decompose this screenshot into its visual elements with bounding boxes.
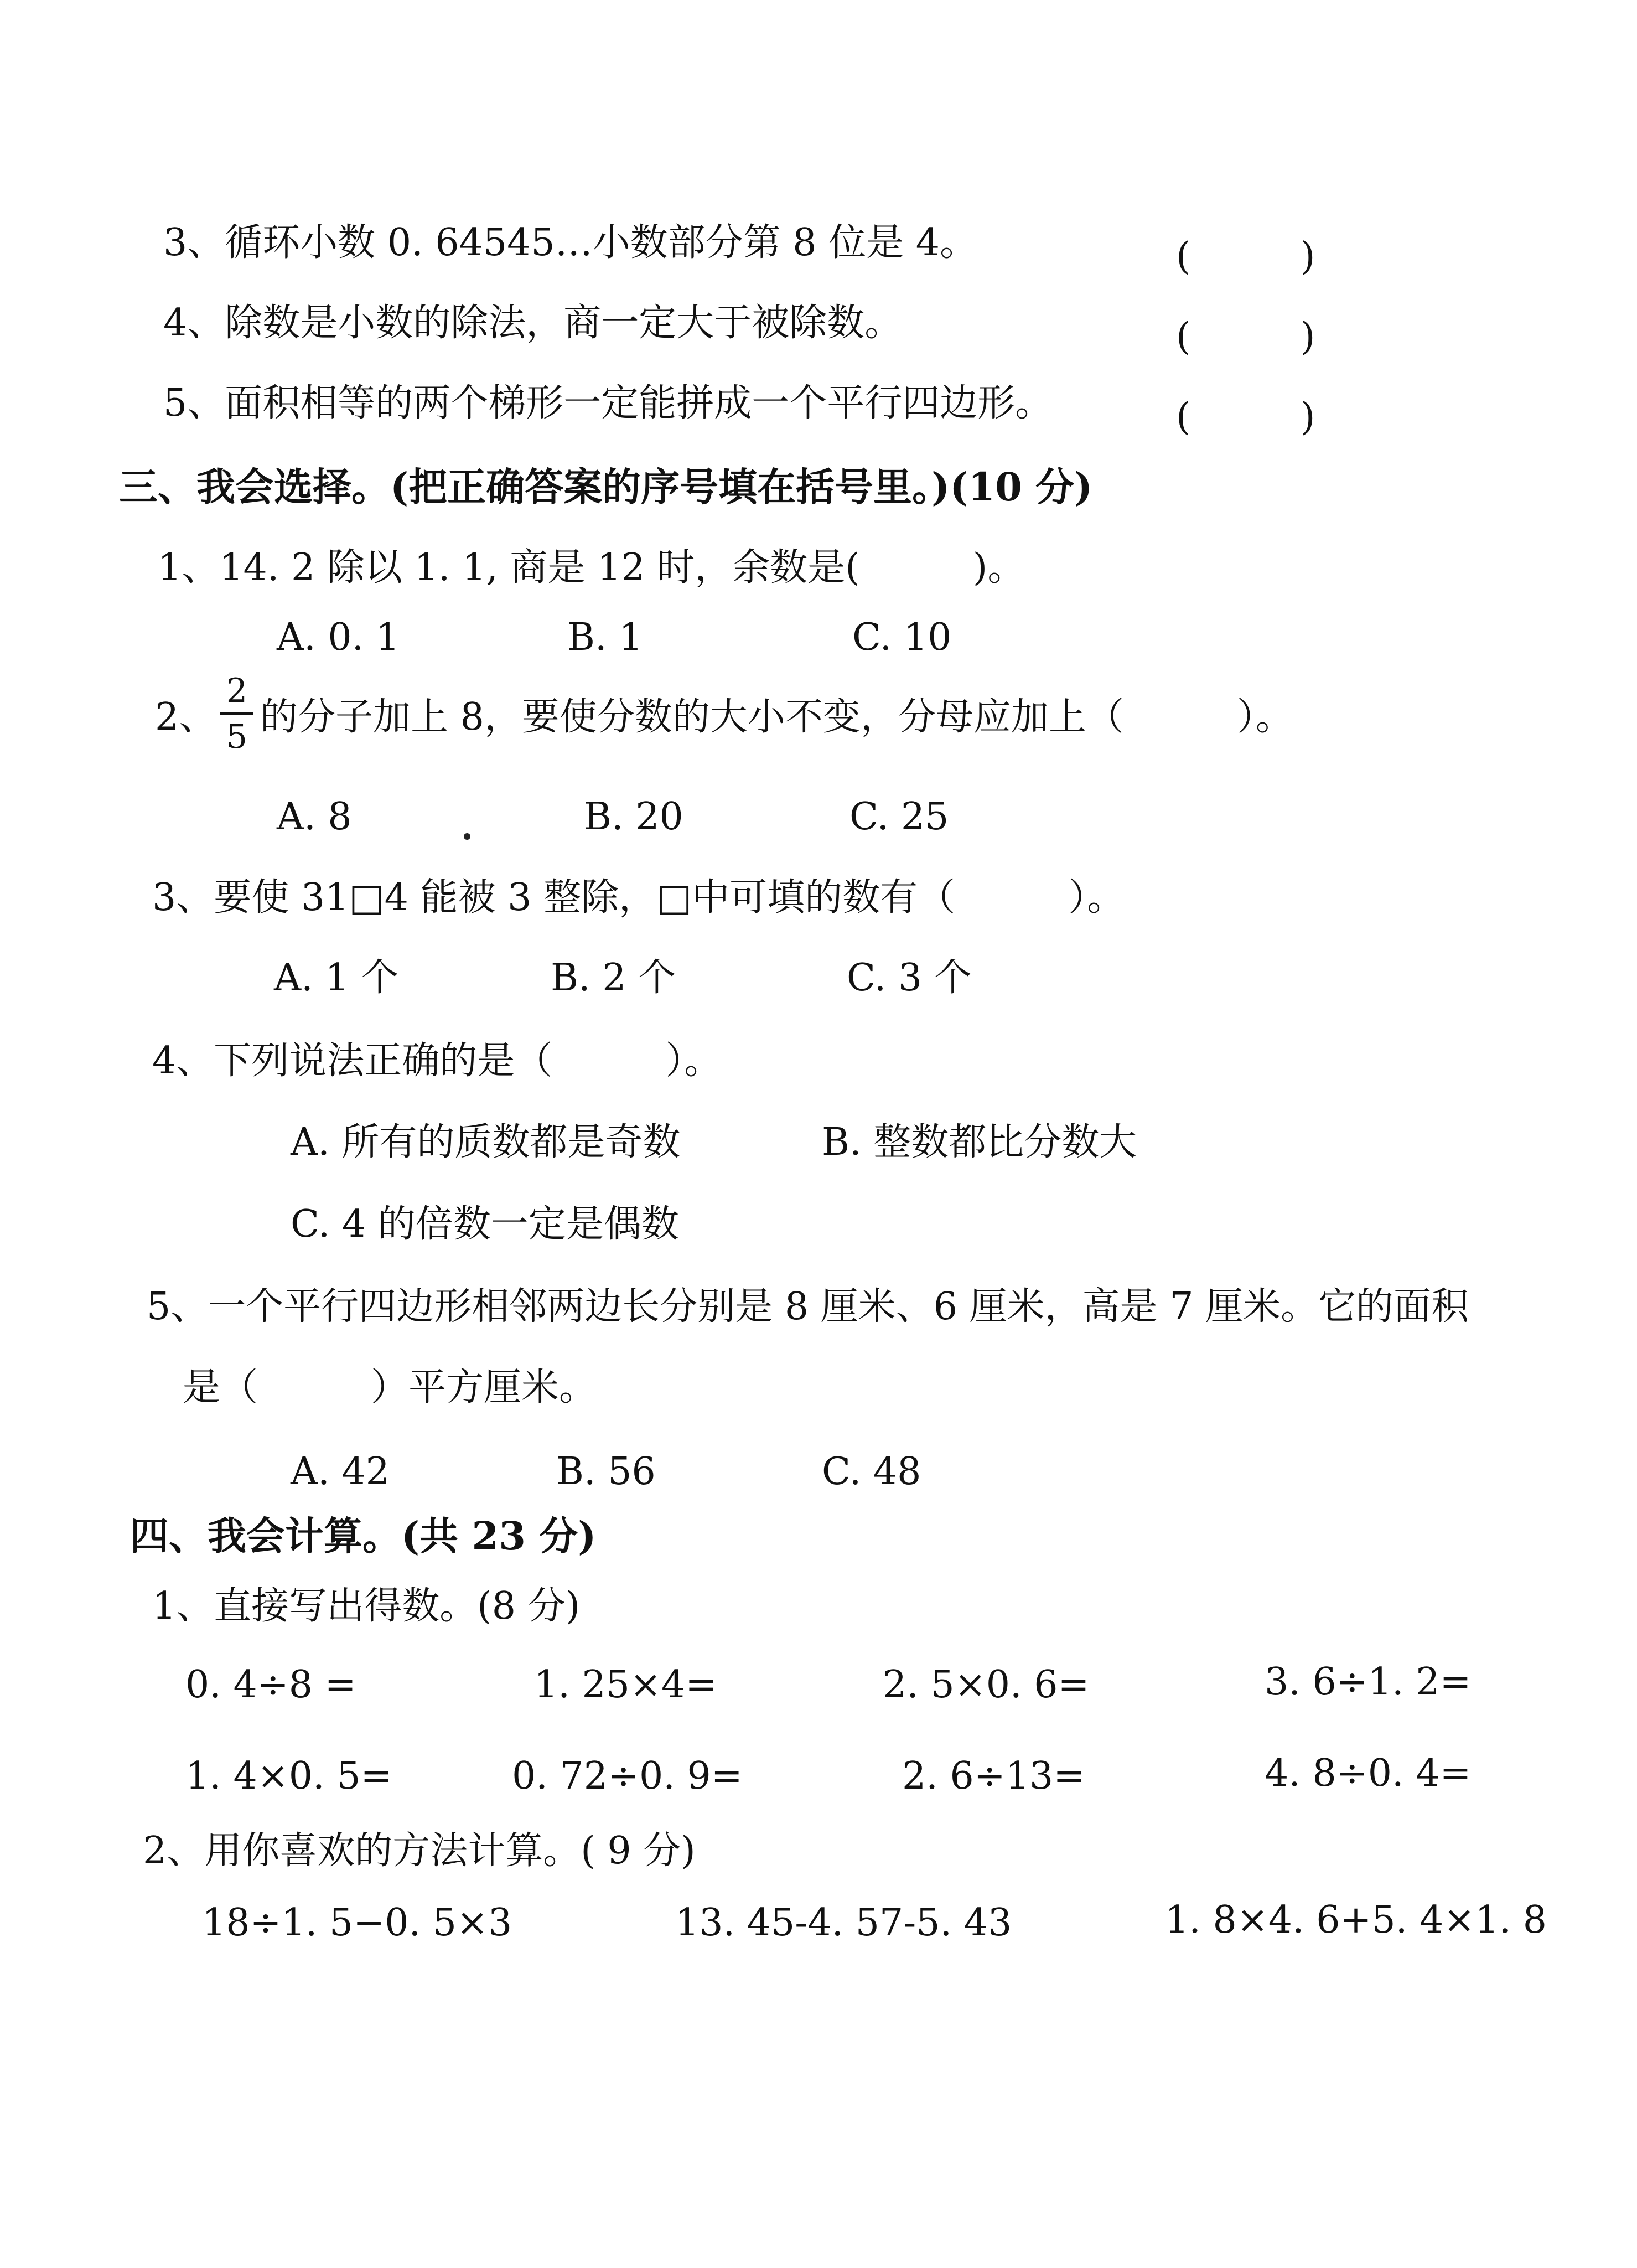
q3-4-text: 4、下列说法正确的是（ ）。	[152, 1039, 722, 1083]
q3-4-option-c: C. 4 的倍数一定是偶数	[291, 1202, 679, 1246]
judge-item-3-close-paren: )	[1301, 235, 1315, 278]
stray-dot-mark	[464, 833, 470, 840]
expr-2: 13. 45-4. 57-5. 43	[675, 1901, 1012, 1945]
calc-2-4: 4. 8÷0. 4=	[1265, 1752, 1472, 1795]
q3-2-text: 的分子加上 8，要使分数的大小不变，分母应加上（ ）。	[260, 695, 1293, 739]
q3-1-option-a: A. 0. 1	[277, 616, 400, 659]
judge-item-5-open-paren: (	[1176, 395, 1191, 439]
q4-1-title: 1、直接写出得数。(8 分)	[152, 1584, 581, 1628]
calc-2-1: 1. 4×0. 5=	[185, 1754, 392, 1798]
q3-2-option-b: B. 20	[584, 795, 683, 839]
judge-item-3: 3、循环小数 0. 64545…小数部分第 8 位是 4。	[163, 221, 978, 265]
judge-item-5: 5、面积相等的两个梯形一定能拼成一个平行四边形。	[163, 381, 1053, 425]
q3-4-option-b: B. 整数都比分数大	[822, 1120, 1137, 1164]
section-3-title: 三、我会选择。(把正确答案的序号填在括号里。)(10 分)	[119, 464, 1093, 510]
q3-5-option-b: B. 56	[556, 1450, 656, 1494]
q3-3-option-a: A. 1 个	[274, 956, 399, 1000]
expr-3: 1. 8×4. 6+5. 4×1. 8	[1165, 1898, 1547, 1942]
judge-item-4-close-paren: )	[1301, 315, 1315, 359]
q3-3-option-b: B. 2 个	[551, 956, 676, 1000]
judge-item-5-close-paren: )	[1301, 395, 1315, 439]
fraction-denominator: 5	[226, 717, 248, 756]
calc-1-1: 0. 4÷8 =	[185, 1663, 356, 1707]
q4-2-title: 2、用你喜欢的方法计算。( 9 分)	[143, 1829, 696, 1873]
q3-5-line-2: 是（ ）平方厘米。	[183, 1366, 597, 1409]
q3-4-option-a: A. 所有的质数都是奇数	[291, 1120, 681, 1164]
judge-item-3-open-paren: (	[1176, 235, 1191, 278]
q3-2-prefix: 2、	[155, 695, 217, 739]
q3-2-option-c: C. 25	[849, 795, 949, 839]
fraction-bar	[220, 712, 253, 715]
q3-1-option-c: C. 10	[852, 616, 952, 659]
calc-1-4: 3. 6÷1. 2=	[1265, 1660, 1472, 1704]
fraction-numerator: 2	[226, 671, 248, 710]
q3-5-line-1: 5、一个平行四边形相邻两边长分别是 8 厘米、6 厘米，高是 7 厘米。它的面积	[147, 1285, 1469, 1329]
q3-3-text: 3、要使 31□4 能被 3 整除，□中可填的数有（ ）。	[152, 876, 1125, 919]
q3-1-option-b: B. 1	[567, 616, 643, 659]
calc-2-2: 0. 72÷0. 9=	[512, 1754, 743, 1798]
judge-item-4-open-paren: (	[1176, 315, 1191, 359]
judge-item-4: 4、除数是小数的除法，商一定大于被除数。	[163, 301, 903, 345]
q3-2-option-a: A. 8	[277, 795, 352, 839]
q3-5-option-a: A. 42	[291, 1450, 390, 1494]
section-4-title: 四、我会计算。(共 23 分)	[130, 1513, 597, 1559]
q3-5-option-c: C. 48	[822, 1450, 921, 1494]
expr-1: 18÷1. 5−0. 5×3	[202, 1901, 512, 1945]
fraction-two-fifths	[220, 671, 253, 756]
calc-1-3: 2. 5×0. 6=	[883, 1663, 1090, 1707]
q3-3-option-c: C. 3 个	[847, 956, 972, 1000]
q3-1-text: 1、14. 2 除以 1. 1, 商是 12 时，余数是( )。	[158, 546, 1025, 590]
calc-1-2: 1. 25×4=	[534, 1663, 717, 1707]
calc-2-3: 2. 6÷13=	[902, 1754, 1085, 1798]
